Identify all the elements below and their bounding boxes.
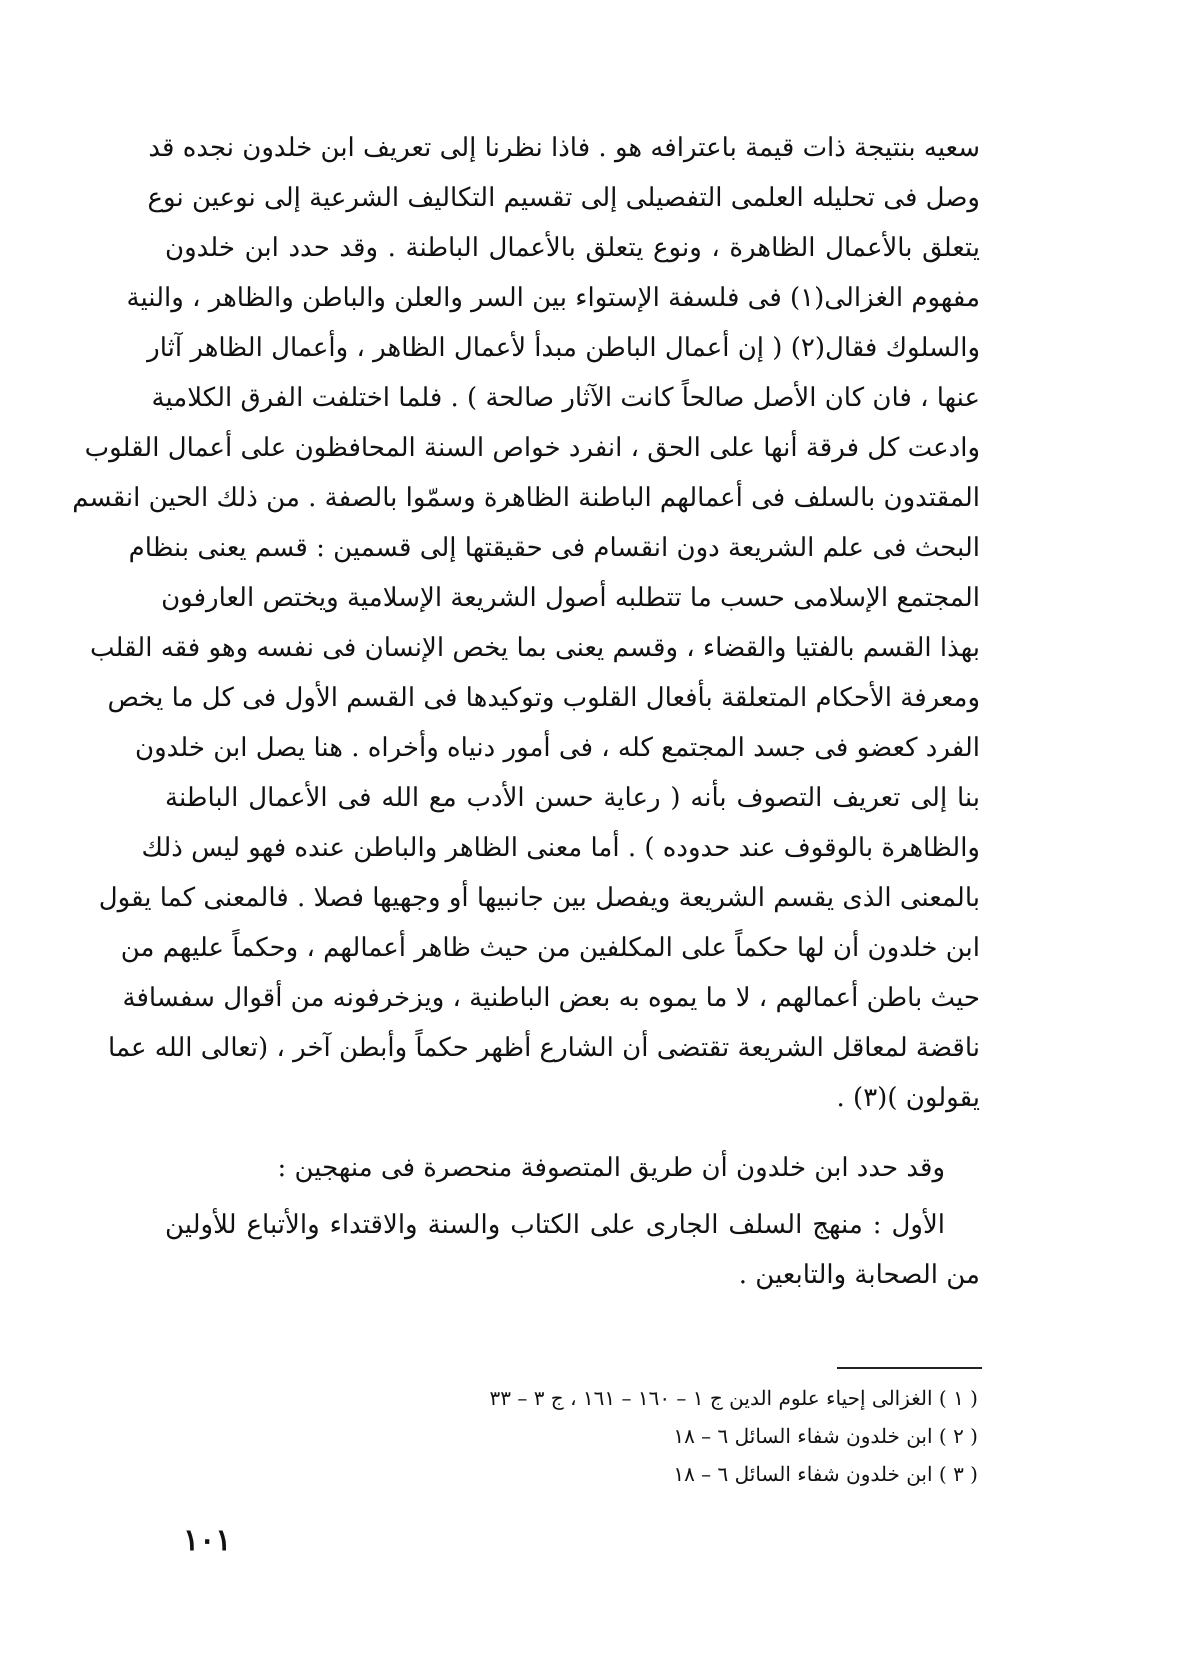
text-line: والسلوك فقال(٢) ( إن أعمال الباطن مبدأ لأعمال الظاهر ، وأعمال الظاهر آثار <box>147 333 980 363</box>
text-line: بالمعنى الذى يقسم الشريعة ويفصل بين جانبيها أو وجهيها فصلا . فالمعنى كما يقول <box>98 883 980 913</box>
text-line: ومعرفة الأحكام المتعلقة بأفعال القلوب وتوكيدها فى القسم الأول فى كل ما يخص <box>107 683 980 713</box>
text-line: بهذا القسم بالفتيا والقضاء ، وقسم يعنى بما يخص الإنسان فى نفسه وهو فقه القلب <box>90 633 980 663</box>
text-line: والظاهرة بالوقوف عند حدوده ) . أما معنى الظاهر والباطن عنده فهو ليس ذلك <box>141 833 980 863</box>
text-line: المجتمع الإسلامى حسب ما تتطلبه أصول الشريعة الإسلامية ويختص العارفون <box>161 583 980 613</box>
text-line: سعيه بنتيجة ذات قيمة باعترافه هو . فاذا نظرنا إلى تعريف ابن خلدون نجده قد <box>148 133 980 163</box>
text-line: الفرد كعضو فى جسد المجتمع كله ، فى أمور دنياه وأخراه . هنا يصل ابن خلدون <box>134 733 980 763</box>
footnote: ( ٣ ) ابن خلدون شفاء السائل ٦ – ١٨ <box>673 1462 978 1486</box>
text-line: المقتدون بالسلف فى أعمالهم الباطنة الظاهرة وسمّوا بالصفة . من ذلك الحين انقسم <box>72 483 980 513</box>
text-line: يقولون )(٣) . <box>836 1083 980 1113</box>
footnote: ( ١ ) الغزالى إحياء علوم الدين ج ١ – ١٦٠ – ١٦١ ، ج ٣ – ٣٣ <box>489 1386 978 1410</box>
text-line: ابن خلدون أن لها حكماً على المكلفين من حيث ظاهر أعمالهم ، وحكماً عليهم من <box>120 933 980 963</box>
text-line: الأول : منهج السلف الجارى على الكتاب والسنة والاقتداء والأتباع للأولين <box>165 1210 945 1240</box>
footnote-divider <box>837 1367 982 1369</box>
text-line: حيث باطن أعمالهم ، لا ما يموه به بعض الباطنية ، ويزخرفونه من أقوال سفسافة <box>122 983 980 1013</box>
text-line: البحث فى علم الشريعة دون انقسام فى حقيقتها إلى قسمين : قسم يعنى بنظام <box>128 533 980 563</box>
page-number: ١٠١ <box>183 1523 232 1558</box>
text-line: يتعلق بالأعمال الظاهرة ، ونوع يتعلق بالأعمال الباطنة . وقد حدد ابن خلدون <box>165 233 980 263</box>
text-line: من الصحابة والتابعين . <box>738 1260 980 1290</box>
footnote: ( ٢ ) ابن خلدون شفاء السائل ٦ – ١٨ <box>673 1424 978 1448</box>
text-line: عنها ، فان كان الأصل صالحاً كانت الآثار صالحة ) . فلما اختلفت الفرق الكلامية <box>151 383 980 413</box>
text-line: مفهوم الغزالى(١) فى فلسفة الإستواء بين السر والعلن والباطن والظاهر ، والنية <box>126 283 980 313</box>
paragraph-intro: وقد حدد ابن خلدون أن طريق المتصوفة منحصرة فى منهجين : <box>277 1153 945 1183</box>
text-line: ناقضة لمعاقل الشريعة تقتضى أن الشارع أظهر حكماً وأبطن آخر ، (تعالى الله عما <box>108 1033 980 1063</box>
text-line: وصل فى تحليله العلمى التفصيلى إلى تقسيم التكاليف الشرعية إلى نوعين نوع <box>147 183 980 213</box>
text-line: وادعت كل فرقة أنها على الحق ، انفرد خواص السنة المحافظون على أعمال القلوب <box>84 433 980 463</box>
text-line: بنا إلى تعريف التصوف بأنه ( رعاية حسن الأدب مع الله فى الأعمال الباطنة <box>165 783 981 813</box>
